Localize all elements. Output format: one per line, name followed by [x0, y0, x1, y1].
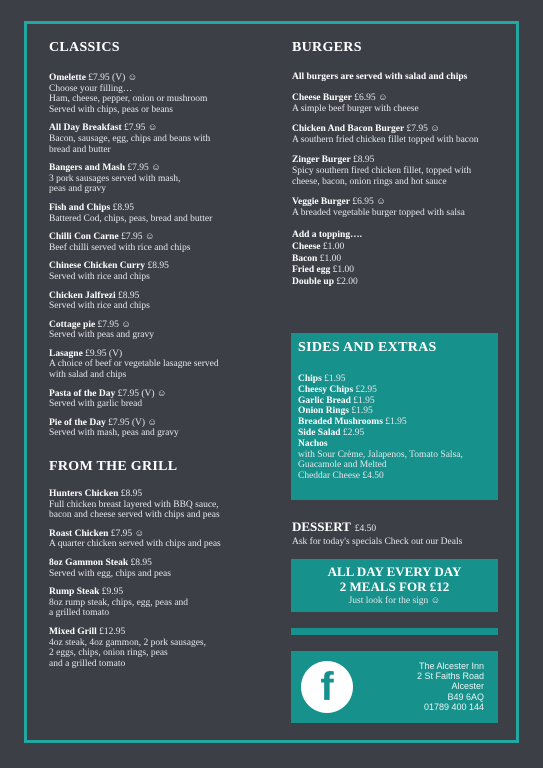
- item-price: £8.95: [112, 202, 135, 213]
- item-description: Served with mash, peas and gravy: [49, 428, 179, 439]
- item-description: Choose your filling… Ham, cheese, pepper, onion or mushroom Served with chips, peas or beans: [49, 83, 208, 115]
- item-name: Pasta of the Day: [49, 388, 116, 399]
- item-description: A simple beef burger with cheese: [292, 103, 419, 114]
- menu-item: [49, 261, 279, 282]
- side-row-name: Garlic Bread: [298, 395, 351, 406]
- item-description: 8oz rump steak, chips, egg, peas and a grilled tomato: [49, 597, 189, 619]
- address-line: B49 6AQ: [447, 691, 484, 702]
- topping-row: [292, 254, 502, 266]
- address-line: 01789 400 144: [423, 701, 484, 712]
- menu-item: [49, 203, 279, 224]
- nachos-description: with Sour Crème, Jalapenos, Tomato Salsa, Guacamole and Melted Cheddar Cheese £4.50: [298, 449, 463, 482]
- side-row-name: Cheesy Chips: [298, 384, 354, 395]
- topping-row-name: Cheese: [292, 241, 321, 252]
- item-price: £7.95 ☺: [97, 319, 131, 330]
- topping-row: [292, 242, 502, 254]
- menu-item: [49, 320, 279, 341]
- side-row: [298, 428, 491, 439]
- side-row: [298, 406, 491, 417]
- item-name: Roast Chicken: [49, 528, 109, 539]
- deals-box: [291, 559, 498, 612]
- topping-list: [292, 242, 502, 288]
- facebook-glyph: f: [320, 665, 334, 709]
- item-price: £7.95 ☺: [110, 528, 145, 539]
- item-description: 4oz steak, 4oz gammon, 2 pork sausages, 2 eggs, chips, onion rings, peas and a grilled tomato: [49, 637, 206, 669]
- item-description: 3 pork sausages served with mash, peas and gravy: [49, 173, 181, 195]
- item-description: Spicy southern fired chicken fillet, topped with cheese, bacon, onion rings and hot sauce: [292, 165, 472, 187]
- grill-heading: FROM THE GRILL: [49, 459, 178, 475]
- facebook-icon[interactable]: [301, 661, 353, 713]
- item-name: All Day Breakfast: [49, 123, 122, 134]
- side-row-price: £1.95: [353, 395, 375, 406]
- item-price: £7.95 ☺: [124, 123, 158, 134]
- item-price: £12.95: [99, 626, 126, 637]
- side-row: [298, 396, 491, 407]
- topping-row: [292, 265, 502, 277]
- item-description: A breaded vegetable burger topped with salsa: [292, 207, 465, 218]
- item-description: Beef chilli served with rice and chips: [49, 242, 191, 253]
- item-description: A quarter chicken served with chips and peas: [49, 539, 221, 550]
- item-price: £8.95: [117, 290, 140, 301]
- item-price: £8.95: [120, 489, 143, 500]
- item-price: £7.95 ☺: [121, 232, 155, 243]
- menu-item: [292, 124, 502, 145]
- address-line: The Alcester Inn: [418, 661, 484, 671]
- item-name: Cheese Burger: [292, 93, 352, 103]
- topping-row-name: Bacon: [292, 253, 318, 264]
- sides-list: [298, 374, 491, 450]
- address-line: 2 St Faiths Road: [416, 671, 484, 682]
- item-price: £7.95 ☺: [127, 163, 161, 174]
- topping-row-price: £1.00: [322, 241, 345, 252]
- divider-bar: [291, 628, 498, 635]
- address-line: Alcester: [451, 681, 484, 692]
- side-row-price: £2.95: [355, 384, 377, 395]
- menu-item: [49, 232, 279, 253]
- item-price: £7.95 (V) ☺: [88, 73, 138, 83]
- contact-box: [291, 651, 498, 723]
- address-block: [417, 661, 484, 712]
- side-row-name: Breaded Mushrooms: [298, 417, 383, 428]
- item-price: £9.95: [101, 587, 124, 598]
- item-price: £7.95 (V) ☺: [117, 388, 167, 399]
- item-description: A southern fried chicken fillet topped with bacon: [292, 134, 479, 145]
- deals-line1: ALL DAY EVERY DAY: [327, 564, 462, 579]
- item-name: 8oz Gammon Steak: [49, 558, 129, 568]
- item-description: Battered Cod, chips, peas, bread and butter: [49, 213, 213, 224]
- dessert-price: £4.50: [354, 524, 377, 534]
- topping-row-price: £1.00: [332, 265, 355, 276]
- menu-item: [49, 418, 279, 439]
- item-price: £7.95 (V) ☺: [108, 417, 158, 428]
- classics-list: [49, 73, 279, 439]
- classics-heading: CLASSICS: [49, 40, 120, 55]
- menu-item: [49, 529, 279, 550]
- sides-heading: SIDES AND EXTRAS: [298, 340, 437, 355]
- sides-box: [291, 333, 498, 500]
- item-description: Served with garlic bread: [49, 399, 143, 410]
- item-price: £8.95: [147, 261, 169, 272]
- item-name: Cottage pie: [49, 319, 96, 330]
- item-price: £8.95: [130, 558, 152, 568]
- item-name: Chicken Jalfrezi: [49, 290, 116, 301]
- item-description: Served with egg, chips and peas: [49, 568, 171, 579]
- item-name: Rump Steak: [49, 587, 100, 598]
- item-price: £6.95 ☺: [354, 93, 388, 103]
- topping-title: Add a topping….: [292, 230, 362, 241]
- item-name: Chicken And Bacon Burger: [292, 124, 405, 135]
- side-row-name: Chips: [298, 374, 322, 384]
- menu-item: [49, 291, 279, 312]
- left-column: [49, 40, 279, 677]
- item-description: Served with peas and gravy: [49, 330, 154, 341]
- topping-row-price: £1.00: [319, 253, 342, 264]
- item-description: Full chicken breast layered with BBQ sauce, bacon and cheese served with chips and peas: [49, 499, 220, 521]
- side-row: [298, 417, 491, 428]
- menu-item: [49, 349, 279, 381]
- item-name: Chilli Con Carne: [49, 232, 119, 243]
- menu-item: [49, 163, 279, 195]
- dessert-heading: DESSERT: [292, 519, 351, 534]
- menu-item: [49, 558, 279, 579]
- item-description: Bacon, sausage, egg, chips and beans with bread and butter: [49, 133, 211, 155]
- side-row-price: £1.95: [324, 374, 346, 384]
- item-price: £7.95 ☺: [406, 124, 440, 135]
- item-name: Hunters Chicken: [49, 489, 119, 500]
- item-price: £8.95: [353, 155, 375, 166]
- item-name: Mixed Grill: [49, 626, 97, 637]
- menu-item: [49, 627, 279, 669]
- side-row-name: Side Salad: [298, 427, 341, 438]
- menu-item: [49, 123, 279, 155]
- item-price: £6.95 ☺: [352, 197, 386, 208]
- menu-item: [49, 587, 279, 619]
- menu-item: [292, 197, 502, 218]
- burgers-heading: BURGERS: [292, 40, 362, 55]
- item-name: Veggie Burger: [292, 197, 350, 208]
- item-description: Served with rice and chips: [49, 271, 150, 282]
- item-name: Bangers and Mash: [49, 163, 126, 174]
- topping-row-price: £2.00: [336, 276, 358, 287]
- side-row-name: Onion Rings: [298, 406, 349, 417]
- side-row-price: £2.95: [342, 427, 365, 438]
- burger-list: [292, 93, 502, 218]
- topping-row-name: Fried egg: [292, 265, 331, 276]
- item-name: Zinger Burger: [292, 155, 351, 166]
- item-description: A choice of beef or vegetable lasagne served with salad and chips: [49, 359, 219, 381]
- deals-line3: Just look for the sign ☺: [348, 596, 441, 606]
- dessert-description: Ask for today's specials Check out our Deals: [292, 537, 463, 547]
- menu-item: [292, 155, 502, 187]
- item-price: £9.95 (V): [85, 348, 123, 359]
- menu-item: [292, 93, 502, 114]
- side-row: [298, 439, 491, 450]
- side-row-name: Nachos: [298, 438, 328, 449]
- dessert-section: [292, 519, 502, 548]
- item-name: Fish and Chips: [49, 202, 111, 213]
- right-column: [292, 40, 502, 288]
- menu-item: [49, 389, 279, 410]
- menu-item: [49, 489, 279, 521]
- topping-row: [292, 277, 502, 289]
- item-description: Served with rice and chips: [49, 301, 150, 312]
- side-row: [298, 385, 491, 396]
- side-row: [298, 374, 491, 385]
- deals-line2: 2 MEALS FOR £12: [339, 579, 450, 594]
- side-row-price: £1.95: [385, 417, 407, 428]
- item-name: Pie of the Day: [49, 417, 106, 428]
- grill-list: [49, 489, 279, 669]
- menu-item: [49, 73, 279, 115]
- item-name: Omelette: [49, 73, 86, 83]
- burgers-note: All burgers are served with salad and chips: [292, 72, 468, 82]
- item-name: Lasagne: [49, 348, 83, 359]
- item-name: Chinese Chicken Curry: [49, 261, 146, 272]
- topping-row-name: Double up: [292, 276, 334, 287]
- side-row-price: £1.95: [351, 406, 373, 417]
